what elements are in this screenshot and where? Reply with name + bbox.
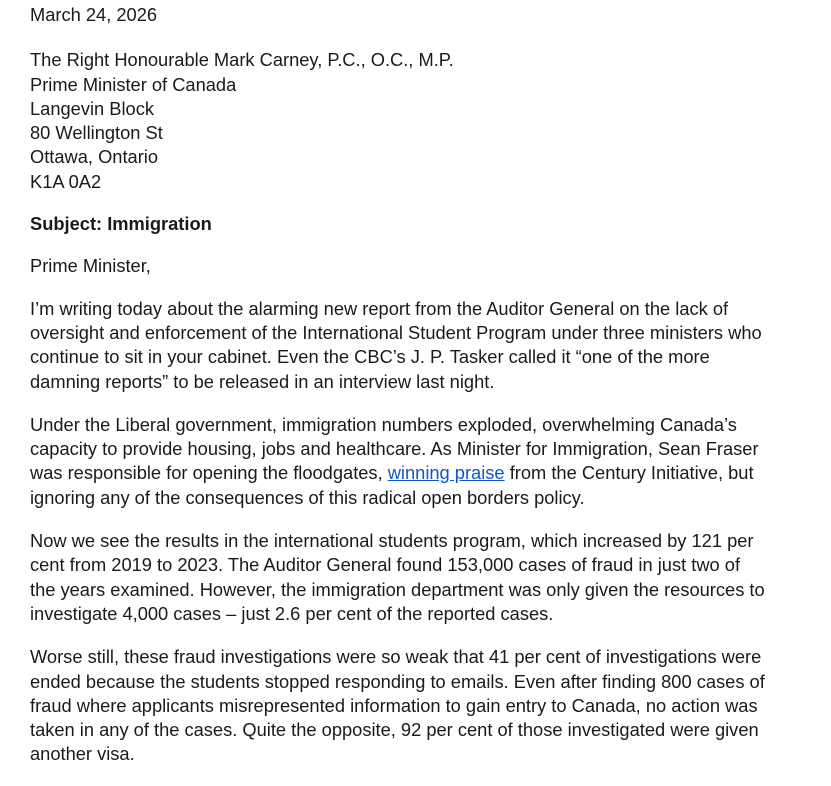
link-line-after: from the Century Initiative, but [504, 462, 754, 484]
paragraph-3 [30, 529, 820, 626]
address-line-building: Langevin Block [30, 97, 154, 119]
address-line-city: Ottawa, Ontario [30, 146, 159, 168]
paragraph-line: cent from 2019 to 2023. The Auditor General found 153,000 cases of fraud in just two of [30, 554, 741, 576]
address-line-recipient: The Right Honourable Mark Carney, P.C., O.C., M.P. [30, 49, 454, 71]
salutation-text: Prime Minister, [30, 255, 151, 277]
paragraph-line: Now we see the results in the international students program, which increased by 121 per [30, 530, 754, 552]
letter [30, 3, 820, 786]
paragraph-2 [30, 413, 820, 510]
paragraph-line: ended because the students stopped responding to emails. Even after finding 800 cases of [30, 670, 765, 692]
paragraph-line: Under the Liberal government, immigration numbers exploded, overwhelming Canada’s [30, 413, 737, 435]
paragraph-line: damning reports” to be released in an interview last night. [30, 370, 495, 392]
address-line-postal-code: K1A 0A2 [30, 170, 102, 192]
recipient-address [30, 48, 820, 194]
paragraph-line: the years examined. However, the immigration department was only given the resources to [30, 578, 765, 600]
letter-date [30, 3, 820, 27]
address-line-title: Prime Minister of Canada [30, 73, 237, 95]
paragraph-line: fraud where applicants misrepresented information to gain entry to Canada, no action was [30, 694, 758, 716]
winning-praise-link[interactable]: winning praise [387, 462, 505, 484]
paragraph-line: continue to sit in your cabinet. Even the CBC’s J. P. Tasker called it “one of the more [30, 346, 710, 368]
paragraph-line-with-link [30, 461, 820, 485]
paragraph-line: Worse still, these fraud investigations were so weak that 41 per cent of investigations were [30, 646, 762, 668]
paragraph-4 [30, 645, 820, 766]
link-line-before: was responsible for opening the floodgates, [30, 462, 388, 484]
subject-text: Subject: Immigration [30, 213, 212, 235]
paragraph-line: ignoring any of the consequences of this radical open borders policy. [30, 486, 585, 508]
paragraph-line: oversight and enforcement of the International Student Program under three ministers who [30, 321, 762, 343]
salutation [30, 254, 820, 278]
address-line-street: 80 Wellington St [30, 122, 163, 144]
paragraph-line: investigate 4,000 cases – just 2.6 per cent of the reported cases. [30, 602, 554, 624]
paragraph-line: another visa. [30, 743, 135, 765]
paragraph-1 [30, 297, 820, 394]
paragraph-line: capacity to provide housing, jobs and healthcare. As Minister for Immigration, Sean Fraser [30, 438, 759, 460]
subject-line [30, 212, 820, 236]
date-text: March 24, 2026 [30, 4, 158, 25]
paragraph-line: taken in any of the cases. Quite the opposite, 92 per cent of those investigated were given [30, 719, 759, 741]
paragraph-line: I’m writing today about the alarming new report from the Auditor General on the lack of [30, 297, 729, 319]
